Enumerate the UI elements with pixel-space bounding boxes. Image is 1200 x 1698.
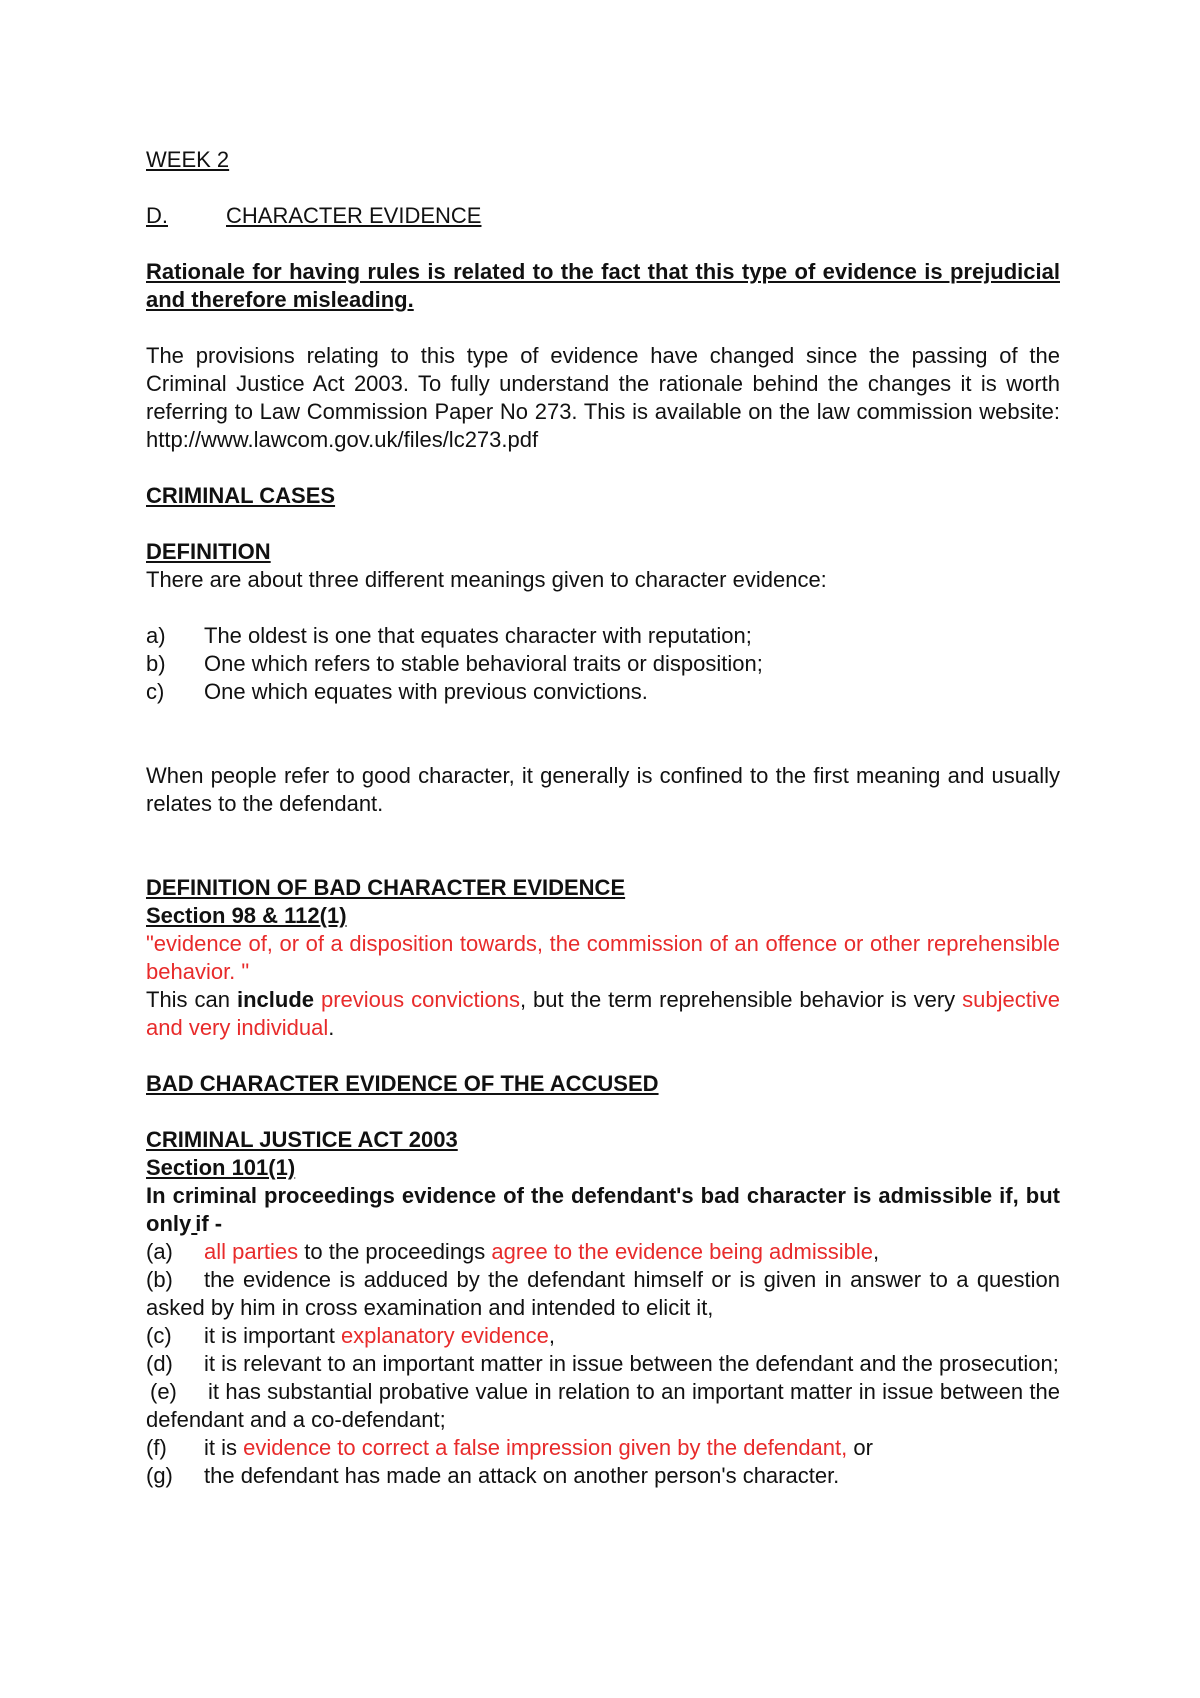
document-body <box>146 146 1060 1490</box>
bad-character-section: Section 98 & 112(1) <box>146 903 347 928</box>
subjective-highlight: subjective and very individual <box>146 987 1060 1040</box>
bad-character-quote: "evidence of, or of a disposition towards, the commission of an offence or other reprehensible behavior. " <box>146 931 1060 984</box>
week-heading: WEEK 2 <box>146 147 230 172</box>
cja-item-b: (b) the evidence is adduced by the defendant himself or is given in answer to a question asked by him in cross examination and intended to elicit it, <box>146 1267 1060 1320</box>
definition-heading: DEFINITION <box>146 539 271 564</box>
definition-intro: There are about three different meanings given to character evidence: <box>146 567 827 592</box>
section-title: CHARACTER EVIDENCE <box>226 203 482 228</box>
cja-item-a: (a) all parties to the proceedings agree to the evidence being admissible, <box>146 1239 880 1264</box>
criminal-cases-heading: CRIMINAL CASES <box>146 483 336 508</box>
cja-item-c: (c) it is important explanatory evidence, <box>146 1323 555 1348</box>
include-word: include <box>236 987 314 1012</box>
bad-character-note: This can include previous convictions, but the term reprehensible behavior is very subjective and very individual. <box>146 987 1060 1040</box>
false-impression-highlight: evidence to correct a false impression given by the defendant, <box>243 1435 848 1460</box>
agree-highlight: agree to the evidence being admissible <box>491 1239 873 1264</box>
cja-section: Section 101(1) <box>146 1155 296 1180</box>
cja-lead: In criminal proceedings evidence of the defendant's bad character is admissible if, but only if - <box>146 1183 1060 1236</box>
cja-item-f: (f) it is evidence to correct a false impression given by the defendant, or <box>146 1435 873 1460</box>
section-letter: D. <box>146 203 168 228</box>
previous-convictions-highlight: previous convictions <box>320 987 520 1012</box>
list-item: c) One which equates with previous convictions. <box>146 679 648 704</box>
cja-item-g: (g) the defendant has made an attack on another person's character. <box>146 1463 840 1488</box>
list-item: b) One which refers to stable behavioral traits or disposition; <box>146 651 763 676</box>
cja-item-e: (e) it has substantial probative value in relation to an important matter in issue between the defendant and a co-defendant; <box>146 1379 1060 1432</box>
good-character-paragraph: When people refer to good character, it generally is confined to the first meaning and usually relates to the defendant. <box>146 763 1060 816</box>
rationale-heading: Rationale for having rules is related to the fact that this type of evidence is prejudicial and therefore misleading. <box>146 259 1060 312</box>
bad-character-definition-heading: DEFINITION OF BAD CHARACTER EVIDENCE <box>146 875 626 900</box>
section-heading <box>146 202 1060 230</box>
accused-heading: BAD CHARACTER EVIDENCE OF THE ACCUSED <box>146 1071 659 1096</box>
all-parties-highlight: all parties <box>204 1239 299 1264</box>
cja-heading: CRIMINAL JUSTICE ACT 2003 <box>146 1127 458 1152</box>
list-item: a) The oldest is one that equates character with reputation; <box>146 623 752 648</box>
cja-item-d: (d) it is relevant to an important matter in issue between the defendant and the prosecution; <box>146 1351 1059 1376</box>
provisions-paragraph: The provisions relating to this type of evidence have changed since the passing of the Criminal Justice Act 2003. To fully understand the rationale behind the changes it is worth referring to Law Commission Paper No 273. This is available on the law commission website: http://www.lawcom.gov.uk/files/lc273.pdf <box>146 343 1060 452</box>
explanatory-highlight: explanatory evidence <box>340 1323 549 1348</box>
